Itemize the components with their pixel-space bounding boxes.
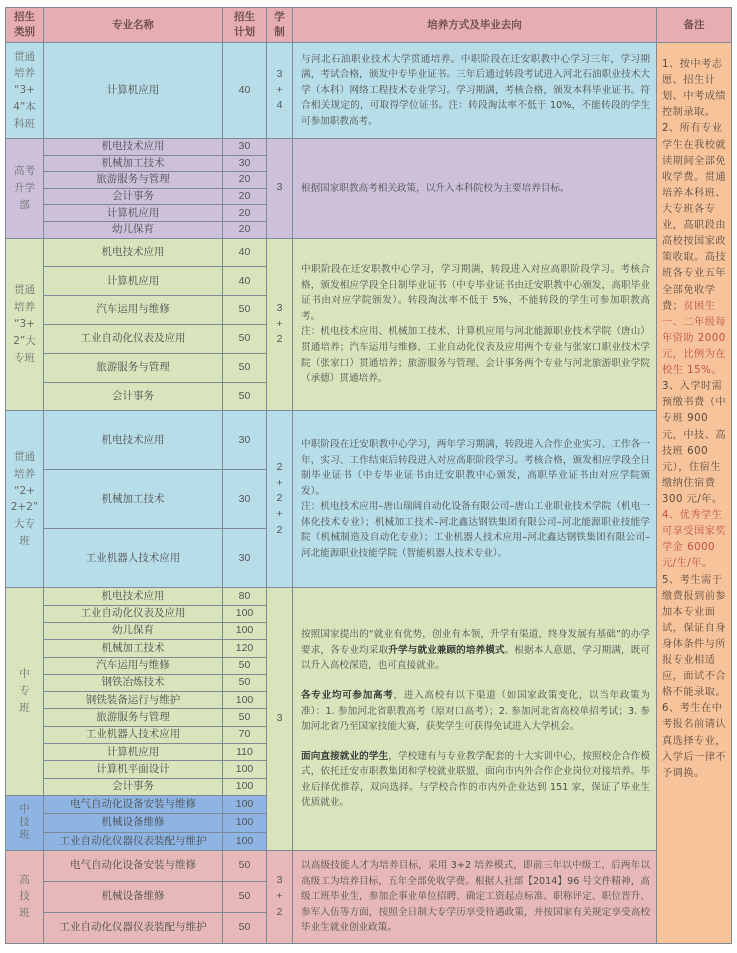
table-row: [6, 43, 732, 139]
plan-count: 30: [223, 155, 267, 172]
header-category: 招生 类别: [6, 8, 44, 43]
table-row: [6, 411, 732, 470]
plan-count: 100: [223, 622, 267, 639]
training-description: 与河北石油职业技术大学贯通培养。中职阶段在迁安职教中心学习三年，学习期满，考试合格，颁发中专毕业证书。三年后通过转段考试进入河北石油职业技术大学（本科）网络工程技术专业学习。学习期满，考核合格，颁发本科毕业证书。符合相关规定的，可取得学位证书。注：转段淘汰率不低于 10%，不能转段的学生可参加职教高考。: [293, 43, 657, 139]
header-plan: 招生 计划: [223, 8, 267, 43]
major-name: 计算机平面设计: [44, 761, 223, 778]
major-name: 机电技术应用: [44, 139, 223, 156]
major-name: 机械加工技术: [44, 640, 223, 657]
header-major: 专业名称: [44, 8, 223, 43]
years-cell: 3: [267, 588, 293, 850]
header-years: 学 制: [267, 8, 293, 43]
major-name: 工业自动化仪表及应用: [44, 324, 223, 353]
major-name: 电气自动化设备安装与维修: [44, 850, 223, 881]
training-description: 中职阶段在迁安职教中心学习，学习期满，转段进入对应高职阶段学习。考核合格，颁发相应学段全日制毕业证书（中专毕业证书由迁安职教中心颁发，高职毕业证书由对应学院颁发）。转段淘汰率不低于 5%，不能转段的学生可参加职教高考。 注：机电技术应用、机械加工技术、计算机应用与河北能源职业技术学院（唐山）贯通培养；汽车运用与维修、工业自动化仪表及应用两个专业与张家口职业技术学院（张家口）贯通培养；旅游服务与管理、会计事务两个专业与河北旅游职业学院（承德）贯通培养。: [293, 238, 657, 411]
note-2: 2、所有专业学生在我校就读期间全部免收学费。贯通培养本科班、大专班各专业，高职段由高校按国家政策收取。高技班各专业五年全部免收学费；贫困生一、二年级每年资助 2000 元，比例为在校生 15%。: [662, 123, 727, 377]
plan-count: 50: [223, 674, 267, 691]
major-name: 会计事务: [44, 778, 223, 795]
training-description: 按照国家提出的“就业有优势，创业有本领，升学有渠道，终身发展有基础”的办学要求，各专业均采取升学与就业兼顾的培养模式。根据本人意愿，学习期满，既可以升入高校深造，也可直接就业。 各专业均可参加高考，进入高校有以下渠道（如国家政策变化，以当年政策为准）：1. 参加河北省职教高考（原对口高考）；2. 参加河北省高校单招考试；3. 参加河北省乃至国家技能大赛，获奖学生可获得免试进入大学机会。 面向直接就业的学生，学校建有与专业教学配套的十大实训中心，按照校企合作模式，依托迁安市职教集团和学校就业联盟，面向市内外合作企业岗位对接培养。毕业后择优推荐，双向选择。与学校合作的市内外企业达到 151 家，保证了毕业生优质就业。: [293, 588, 657, 850]
notes-cell: [657, 43, 732, 944]
plan-count: 30: [223, 139, 267, 156]
major-name: 计算机应用: [44, 205, 223, 222]
plan-count: 100: [223, 761, 267, 778]
major-name: 机电技术应用: [44, 238, 223, 267]
major-name: 汽车运用与维修: [44, 657, 223, 674]
plan-count: 100: [223, 795, 267, 813]
plan-count: 70: [223, 726, 267, 743]
major-name: 会计事务: [44, 382, 223, 411]
table-header-row: [6, 8, 732, 43]
note-1: 1、按中考志愿、招生计划、中考成绩控制录取。: [662, 59, 727, 119]
major-name: 计算机应用: [44, 267, 223, 296]
major-name: 工业自动化仪器仪表装配与维护: [44, 832, 223, 850]
major-name: 电气自动化设备安装与维修: [44, 795, 223, 813]
note-4: 4、优秀学生可享受国家奖学金 6000 元/生/年。: [662, 510, 727, 570]
category-cell: 贯通 培养 “2+ 2+2” 大专 班: [6, 411, 44, 588]
plan-count: 50: [223, 912, 267, 943]
plan-count: 80: [223, 588, 267, 605]
major-name: 机械加工技术: [44, 155, 223, 172]
plan-count: 50: [223, 850, 267, 881]
plan-count: 100: [223, 778, 267, 795]
plan-count: 50: [223, 881, 267, 912]
plan-count: 100: [223, 692, 267, 709]
table-row: [6, 139, 732, 156]
major-name: 机械加工技术: [44, 470, 223, 529]
years-cell: 3 + 2: [267, 238, 293, 411]
major-name: 工业自动化仪器仪表装配与维护: [44, 912, 223, 943]
plan-count: 50: [223, 382, 267, 411]
training-description: 以高级技能人才为培养目标，采用 3+2 培养模式，即前三年以中级工、后两年以高级工为培养目标，五年全部免收学费。根据人社部【2014】96 号文件精神，高级工班毕业生，参加企事业单位招聘、确定工资起点标准、职称评定、职位晋升、参军入伍等方面，按照全日制大专学历享受待遇政策，并按国家有关规定享受高校毕业生就业创业政策。: [293, 850, 657, 943]
major-name: 机械设备维修: [44, 814, 223, 832]
header-notes: 备注: [657, 8, 732, 43]
major-name: 钢铁装备运行与维护: [44, 692, 223, 709]
years-cell: 3: [267, 139, 293, 239]
major-name: 工业机器人技术应用: [44, 529, 223, 588]
plan-count: 30: [223, 470, 267, 529]
plan-count: 110: [223, 744, 267, 761]
major-name: 机电技术应用: [44, 411, 223, 470]
plan-count: 100: [223, 814, 267, 832]
plan-count: 50: [223, 353, 267, 382]
plan-count: 120: [223, 640, 267, 657]
plan-count: 20: [223, 221, 267, 238]
category-cell: 高考 升学 部: [6, 139, 44, 239]
table-row: [6, 588, 732, 605]
major-name: 机电技术应用: [44, 588, 223, 605]
major-name: 旅游服务与管理: [44, 172, 223, 189]
table-row: [6, 238, 732, 267]
plan-count: 20: [223, 188, 267, 205]
major-name: 旅游服务与管理: [44, 709, 223, 726]
major-name: 工业自动化仪表及应用: [44, 605, 223, 622]
plan-count: 30: [223, 411, 267, 470]
note-6: 6、考生在中考报名前请认真选择专业，入学后一律不予调换。: [662, 703, 727, 779]
years-cell: 3 + 4: [267, 43, 293, 139]
plan-count: 40: [223, 238, 267, 267]
category-cell: 中 专 班: [6, 588, 44, 796]
header-training: 培养方式及毕业去向: [293, 8, 657, 43]
major-name: 钢铁冶炼技术: [44, 674, 223, 691]
note-3: 3、入学时需预缴书费（中专班 900 元，中技、高技班 600 元），住宿生缴纳住宿费 300 元/年。: [662, 381, 727, 505]
plan-count: 30: [223, 529, 267, 588]
major-name: 汽车运用与维修: [44, 296, 223, 325]
category-cell: 贯通 培养 “3+ 4”本 科班: [6, 43, 44, 139]
note-5: 5、考生需于缴费报到前参加本专业面试，保证自身身体条件与所报专业相适应，面试不合格不能录取。: [662, 574, 727, 699]
plan-count: 40: [223, 43, 267, 139]
years-cell: 3 + 2: [267, 850, 293, 943]
major-name: 会计事务: [44, 188, 223, 205]
category-cell: 贯通 培养 “3+ 2”大 专班: [6, 238, 44, 411]
plan-count: 100: [223, 832, 267, 850]
enrollment-table: [5, 7, 732, 944]
plan-count: 100: [223, 605, 267, 622]
plan-count: 50: [223, 296, 267, 325]
training-description: 中职阶段在迁安职教中心学习，两年学习期满，转段进入合作企业实习、工作各一年，实习、工作结束后转段进入对应高职阶段学习。考核合格，颁发相应学段全日制毕业证书（中专毕业证书由迁安职教中心颁发，高职毕业证书由对应学院颁发）。 注：机电技术应用–唐山瑞阔自动化设备有限公司–唐山工业职业技术学院（机电一体化技术专业）；机械加工技术–河北鑫达钢铁集团有限公司–河北能源职业技能学院（机械制造及自动化专业）；工业机器人技术应用–河北鑫达钢铁集团有限公司–河北能源职业技能学院（智能机器人技术专业）。: [293, 411, 657, 588]
category-cell: 高 技 班: [6, 850, 44, 943]
plan-count: 20: [223, 205, 267, 222]
plan-count: 50: [223, 709, 267, 726]
major-name: 幼儿保育: [44, 622, 223, 639]
major-name: 计算机应用: [44, 744, 223, 761]
major-name: 旅游服务与管理: [44, 353, 223, 382]
plan-count: 40: [223, 267, 267, 296]
training-description: 根据国家职教高考相关政策，以升入本科院校为主要培养目标。: [293, 139, 657, 239]
major-name: 幼儿保育: [44, 221, 223, 238]
plan-count: 20: [223, 172, 267, 189]
major-name: 工业机器人技术应用: [44, 726, 223, 743]
major-name: 机械设备维修: [44, 881, 223, 912]
plan-count: 50: [223, 324, 267, 353]
table-row: [6, 850, 732, 881]
major-name: 计算机应用: [44, 43, 223, 139]
years-cell: 2 + 2 + 2: [267, 411, 293, 588]
plan-count: 50: [223, 657, 267, 674]
category-cell: 中 技 班: [6, 795, 44, 850]
